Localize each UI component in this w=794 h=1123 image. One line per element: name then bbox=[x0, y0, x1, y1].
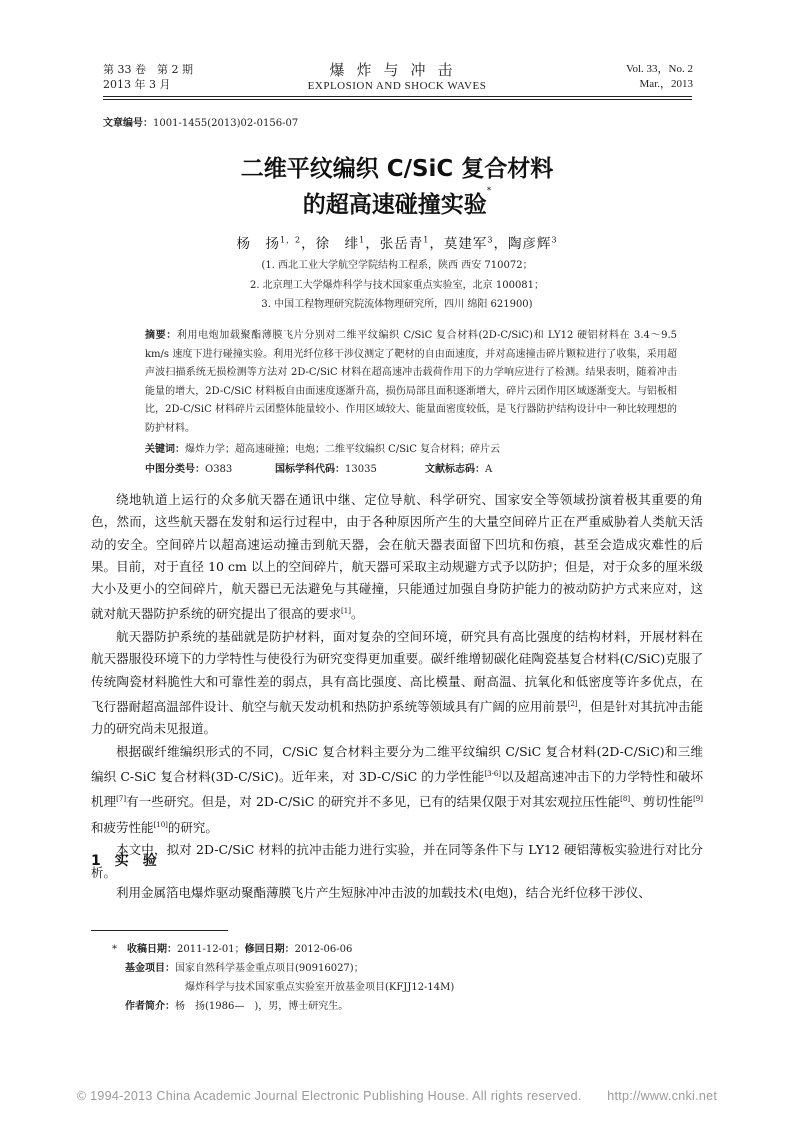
paragraph-text: 的研究。 bbox=[167, 819, 218, 835]
paper-title-line2 bbox=[0, 186, 794, 219]
journal-name-en: EXPLOSION AND SHOCK WAVES bbox=[307, 80, 487, 92]
author-bio-label: 作者简介： bbox=[125, 1001, 175, 1012]
header-rule-bottom bbox=[103, 99, 692, 100]
article-number-label: 文章编号： bbox=[103, 118, 153, 129]
classification-codes bbox=[145, 460, 705, 475]
citation: [1] bbox=[341, 607, 351, 616]
citation: [2] bbox=[567, 699, 578, 708]
header-volume-en: Vol. 33，No. 2 bbox=[625, 63, 693, 75]
fund-label: 基金项目： bbox=[125, 963, 175, 974]
section-1-text: 利用金属箔电爆炸驱动聚酯薄膜飞片产生短脉冲冲击波的加载技术(电炮)，结合光纤位移干涉仪、 bbox=[116, 885, 651, 900]
article-number-value: 1001-1455(2013)02-0156-07 bbox=[153, 118, 299, 129]
revised-label: 修回日期： bbox=[244, 944, 295, 955]
author-affil-mark: 1 bbox=[423, 235, 430, 245]
author-list: 杨 扬$^{1,2}$，徐 绯$^1$，张岳青$^1$，莫建军$^3$，陶彦辉$^3$ bbox=[236, 235, 558, 252]
title-footnote-mark: * bbox=[486, 186, 492, 196]
header-rule-top bbox=[103, 96, 692, 97]
received-date: 2011-12-01 bbox=[177, 944, 235, 955]
author-affil-mark: 1 bbox=[359, 235, 366, 245]
clc-label: 中图分类号： bbox=[145, 464, 205, 475]
author: 张岳青 bbox=[379, 236, 424, 252]
header-date: 2013 年 3 月 bbox=[103, 78, 171, 91]
intro-paragraph-4: 本文中，拟对 2D-C/SiC 材料的抗冲击能力进行实验，并在同等条件下与 LY12 硬铝薄板实验进行对比分析。 bbox=[91, 842, 703, 880]
affiliation-2: 2. 北京理工大学爆炸科学与技术国家重点实验室，北京 100081； bbox=[249, 280, 545, 291]
header-date-en: Mar.，2013 bbox=[639, 78, 693, 90]
paper-title-line1: 二维平纹编织 C/SiC 复合材料 bbox=[240, 156, 554, 182]
section-number: 1 bbox=[91, 853, 101, 869]
paragraph-text: 根据碳纤维编织形式的不同，C/SiC 复合材料主要分为二维平纹编织 C/SiC 复合材料(2D-C/SiC)和三维编织 C-SiC 复合材料(3D-C/SiC)。近年来，对 3D-C/SiC 的力学性能 bbox=[91, 743, 703, 785]
clc-value: O383 bbox=[205, 464, 233, 475]
citation: [9] bbox=[693, 795, 703, 804]
document-code-label: 文献标志码： bbox=[425, 464, 485, 475]
keywords bbox=[145, 440, 500, 455]
author-affil-mark: 3 bbox=[551, 235, 558, 245]
citation: [7] bbox=[116, 795, 127, 804]
paragraph-text: 和疲劳性能 bbox=[91, 819, 154, 835]
footnote-mark: * bbox=[112, 944, 117, 955]
copyright-notice: © 1994-2013 China Academic Journal Electronic Publishing House. All rights reserved. http://www.cnki.net bbox=[76, 1089, 718, 1103]
affiliation-3: 3. 中国工程物理研究院流体物理研究所，四川 绵阳 621900) bbox=[261, 299, 533, 310]
footnote-fund-2: 爆炸科学与技术国家重点实验室开放基金项目(KFJJ12-14M) bbox=[185, 982, 455, 993]
author-bio: 杨 扬(1986— )，男，博士研究生。 bbox=[175, 1001, 349, 1012]
journal-name-cn: 爆炸与冲击 bbox=[329, 61, 465, 79]
author-affil-mark: 1，2 bbox=[279, 235, 302, 245]
section-heading-1 bbox=[91, 850, 157, 870]
paragraph-text: 有一些研究。但是，对 2D-C/SiC 的研究并不多见，已有的结果仅限于对其宏观拉压性能 bbox=[126, 794, 621, 810]
document-code bbox=[425, 460, 492, 475]
citation: [8] bbox=[620, 795, 631, 804]
discipline-value: 13035 bbox=[345, 464, 377, 475]
author: 杨 扬 bbox=[236, 236, 280, 252]
intro-paragraph-3 bbox=[91, 741, 703, 840]
abstract bbox=[145, 327, 677, 439]
discipline-code bbox=[275, 460, 425, 475]
introduction bbox=[91, 489, 703, 884]
author: 莫建军 bbox=[443, 236, 488, 252]
footnote-dates: * 收稿日期：2011-12-01；修回日期：2012-06-06 bbox=[112, 944, 353, 955]
header-issue-en bbox=[626, 62, 693, 92]
keywords-text: 爆炸力学；超高速碰撞；电炮；二维平纹编织 C/SiC 复合材料；碎片云 bbox=[185, 444, 501, 455]
author-affil-mark: 3 bbox=[487, 235, 494, 245]
paragraph-text: 、剪切性能 bbox=[630, 794, 694, 810]
footnote-author bbox=[125, 999, 348, 1014]
intro-paragraph-2 bbox=[91, 626, 703, 741]
citation: [3-6] bbox=[484, 769, 502, 778]
clc-code bbox=[145, 460, 275, 475]
revised-date: 2012-06-06 bbox=[294, 944, 353, 955]
document-code-value: A bbox=[485, 464, 493, 475]
author: 陶彦辉 bbox=[507, 236, 552, 252]
abstract-text: 利用电炮加载聚酯薄膜飞片分别对二维平纹编织 C/SiC 复合材料(2D-C/SiC)和 LY12 硬铝材料在 3.4～9.5 km/s 速度下进行碰撞实验。利用光纤位移干涉仪测定了靶材的自由面速度，并对高速撞击碎片颗粒进行了收集，采用超声波扫描系统无损检测等方法对 2D-C/SiC 材料在超高速冲击载荷作用下的力学响应进行了检测。结果表明，随着冲击能量的增大，2D-C/SiC 材料板自由面速度逐渐升高，损伤局部且面积逐渐增大，碎片云团作用区域逐渐变大。与铝板相比，2D-C/SiC 材料碎片云团整体能量较小、作用区域较大、能量面密度较低，是飞行器防护结构设计中一种比较理想的防护材料。 bbox=[145, 330, 677, 434]
received-label: 收稿日期： bbox=[127, 944, 177, 955]
paragraph-text: 。 bbox=[350, 606, 364, 622]
paragraph-text: 以及超高速冲击下的力学特性和破坏机理 bbox=[91, 769, 703, 810]
footnote-divider bbox=[91, 930, 228, 931]
author: 徐 绯 bbox=[315, 236, 360, 252]
section-title: 实 验 bbox=[114, 853, 157, 869]
abstract-label: 摘要： bbox=[145, 330, 177, 341]
header-volume: 第 33 卷 第 2 期 bbox=[103, 63, 193, 76]
keywords-label: 关键词： bbox=[145, 444, 185, 455]
paper-title-line2-text: 的超高速碰撞实验 bbox=[302, 192, 487, 218]
footnote-fund bbox=[125, 961, 364, 976]
affiliation-1: (1. 西北工业大学航空学院结构工程系，陕西 西安 710072； bbox=[261, 260, 533, 271]
paragraph-text: 航天器防护系统的基础就是防护材料，面对复杂的空间环境，研究具有高比强度的结构材料，开展材料在航天器服役环境下的力学特性与使役行为研究变得更加重要。碳纤维增韧碳化硅陶瓷基复合材料(C/SiC)克服了传统陶瓷材料脆性大和可靠性差的弱点，具有高比强度、高比模量、耐高温、抗氧化和低密度等许多优点，在飞行器耐超高温部件设计、航空与航天发动机和热防护系统等领域具有广阔的应用前景 bbox=[91, 628, 703, 714]
paragraph-text: ，但是针对其抗冲击能力的研究尚未见报道。 bbox=[91, 698, 703, 737]
article-number bbox=[103, 114, 298, 129]
fund-item: 国家自然科学基金重点项目(90916027)； bbox=[175, 963, 364, 974]
paragraph-text: 绕地轨道上运行的众多航天器在通讯中继、定位导航、科学研究、国家安全等领域扮演着极其重要的角色，然而，这些航天器在发射和运行过程中，由于各种原因所产生的大量空间碎片正在严重威胁着人类航天活动的安全。空间碎片以超高速运动撞击到航天器，会在航天器表面留下凹坑和伤痕，甚至会造成灾难性的后果。目前，对于直径 10 cm 以上的空间碎片，航天器可采取主动规避方式予以防护；但是，对于众多的厘米级大小及更小的空间碎片，航天器已无法避免与其碰撞，只能通过加强自身防护能力的被动防护方式来应对，这就对航天器防护系统的研究提出了很高的要求 bbox=[91, 492, 703, 622]
intro-paragraph-1 bbox=[91, 489, 703, 626]
discipline-label: 国标学科代码： bbox=[275, 464, 345, 475]
citation: [10] bbox=[153, 820, 168, 829]
